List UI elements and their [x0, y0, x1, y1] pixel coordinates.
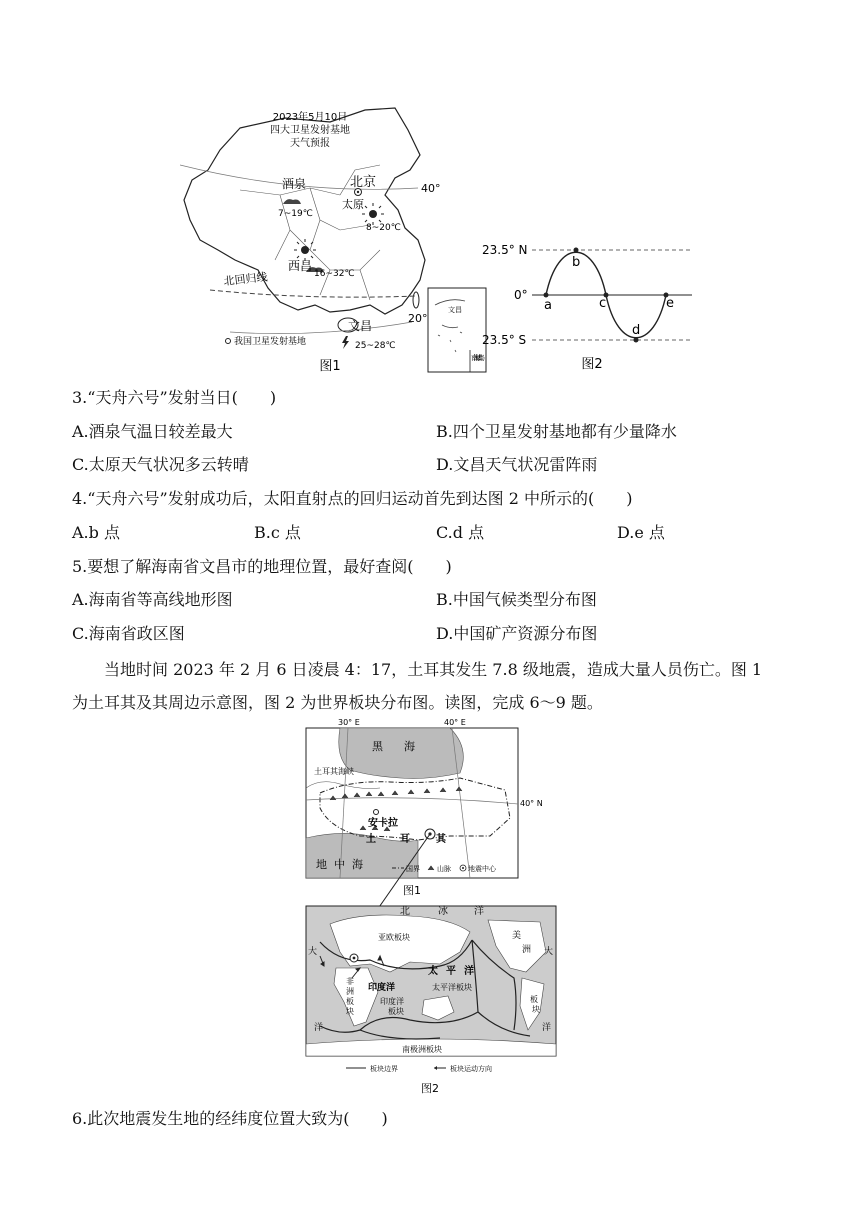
arctic-char-2: 冰	[438, 906, 448, 917]
legend-plate-boundary: 板块边界	[370, 1065, 398, 1073]
q5-option-d[interactable]: D.中国矿产资源分布图	[436, 624, 598, 643]
strait-label: 土耳其海峡	[314, 767, 354, 776]
intro-paragraph	[72, 655, 788, 685]
q3-option-c[interactable]: C.太原天气状况多云转晴	[72, 455, 249, 474]
legend-epicenter: 地震中心	[468, 865, 496, 873]
plate-word-2: 块	[532, 1005, 540, 1014]
map-title-line3: 天气预报	[290, 138, 330, 149]
legend-launch-base: 我国卫星发射基地	[234, 337, 307, 347]
pacific-char-3: 洋	[464, 966, 474, 977]
african-char-4: 块	[346, 1007, 354, 1016]
black-sea-char-1: 黑	[372, 740, 383, 753]
point-label-e: e	[666, 296, 674, 311]
america-char-2: 洲	[522, 945, 532, 955]
left-char-1: 大	[308, 947, 318, 957]
world-plates-map	[300, 902, 560, 1100]
right-char-1: 大	[544, 947, 554, 957]
black-sea	[339, 728, 464, 778]
map-title-line2: 四大卫星发射基地	[270, 125, 350, 136]
turkey-char-2: 耳	[400, 834, 410, 845]
city-beijing: 北京	[350, 175, 377, 190]
med-char-3: 海	[352, 858, 363, 871]
ankara-label: 安卡拉	[368, 818, 398, 829]
legend-plate-direction: 板块运动方向	[450, 1065, 492, 1073]
temp-taiyuan: 8~20℃	[366, 223, 401, 233]
temp-jiuquan: 7~19℃	[278, 209, 313, 219]
intro-line-1: 当地时间 2023 年 2 月 6 日凌晨 4：17，土耳其发生 7.8 级地震，造成大量人员伤亡。图 1	[104, 660, 763, 679]
q3-option-d[interactable]: D.文昌天气状况雷阵雨	[436, 455, 598, 474]
figure1-caption: 图1	[319, 359, 341, 374]
tropic-label: 北回归线	[222, 270, 269, 288]
pacific-plate-label: 太平洋板块	[432, 983, 472, 992]
figure2-caption: 图2	[581, 357, 603, 372]
q3-option-a[interactable]: A.酒泉气温日较差最大	[72, 422, 233, 441]
turkey-char-1: 土	[366, 834, 376, 845]
capital-marker	[374, 810, 379, 815]
legend-mountain: 山脉	[437, 865, 451, 873]
question-6-stem: 6.此次地震发生地的经纬度位置大致为( )	[72, 1109, 388, 1128]
pacific-char-1: 太	[428, 966, 438, 977]
lat-40n-label: 40° N	[520, 799, 543, 808]
black-sea-char-2: 海	[404, 740, 415, 753]
med-char-2: 中	[334, 858, 345, 871]
q5-option-b[interactable]: B.中国气候类型分布图	[436, 590, 597, 609]
q4-option-a[interactable]: A.b 点	[72, 523, 120, 542]
point-label-d: d	[632, 323, 641, 338]
label-zero: 0°	[514, 288, 528, 302]
temp-xichang: 16~32℃	[314, 269, 355, 279]
south-china-sea-inset	[428, 288, 486, 372]
legend-border: 国界	[406, 865, 420, 873]
q4-option-d[interactable]: D.e 点	[617, 523, 665, 542]
lat-20-label: 20°	[408, 312, 428, 325]
q3-option-b[interactable]: B.四个卫星发射基地都有少量降水	[436, 422, 677, 441]
question-4-stem: 4.“天舟六号”发射成功后，太阳直射点的回归运动首先到达图 2 中所示的( )	[72, 489, 633, 508]
pacific-char-2: 平	[446, 966, 456, 977]
point-d	[634, 338, 639, 343]
temp-wenchang: 25~28℃	[355, 341, 396, 351]
point-label-a: a	[544, 298, 552, 313]
turkey-char-3: 其	[436, 834, 446, 845]
thunder-icon	[342, 336, 349, 349]
antarctic-plate-label: 南极洲板块	[402, 1045, 442, 1054]
sun-direct-point-chart	[480, 238, 695, 373]
launch-base-legend-icon	[226, 339, 231, 344]
turkey-map-caption: 图1	[403, 884, 421, 897]
point-label-b: b	[572, 255, 581, 270]
intro-line-2: 为土耳其及其周边示意图，图 2 为世界板块分布图。读图，完成 6～9 题。	[72, 693, 603, 712]
plates-map-caption: 图2	[421, 1082, 439, 1095]
african-char-1: 非	[346, 977, 354, 986]
eurasian-plate-label: 亚欧板块	[378, 933, 410, 942]
america-char-1: 美	[512, 931, 522, 941]
city-jiuquan: 酒泉	[282, 177, 307, 191]
indian-ocean-label: 印度洋	[368, 983, 396, 993]
map-title-line1: 2023年5月10日	[272, 112, 348, 123]
point-label-c: c	[599, 296, 607, 311]
latitude-20-line	[230, 322, 412, 334]
right-char-2: 洋	[542, 1023, 552, 1033]
question-5-stem: 5.要想了解海南省文昌市的地理位置，最好查阅( )	[72, 557, 452, 576]
lat-40-label: 40°	[421, 182, 441, 195]
arctic-char-1: 北	[400, 906, 410, 917]
china-weather-map	[180, 100, 490, 375]
african-char-2: 洲	[346, 987, 354, 996]
african-char-3: 板	[346, 997, 354, 1006]
q5-option-a[interactable]: A.海南省等高线地形图	[72, 590, 233, 609]
q5-option-c[interactable]: C.海南省政区图	[72, 624, 185, 643]
point-a	[544, 293, 549, 298]
label-23n: 23.5° N	[482, 243, 528, 257]
left-char-2: 洋	[314, 1023, 324, 1033]
city-wenchang: 文昌	[348, 319, 373, 333]
svg-text:文昌: 文昌	[448, 306, 462, 314]
indo-plate-label-2: 板块	[388, 1007, 404, 1016]
q4-option-c[interactable]: C.d 点	[436, 523, 485, 542]
city-xichang: 西昌	[288, 259, 313, 273]
svg-text:南海诸岛: 南海诸岛	[471, 354, 485, 362]
plate-word-1: 板	[530, 995, 538, 1004]
city-taiyuan: 太原	[342, 198, 364, 211]
question-3-stem: 3.“天舟六号”发射当日( )	[72, 388, 277, 407]
arctic-char-3: 洋	[474, 906, 484, 917]
point-b	[574, 248, 579, 253]
lon-30-label: 30° E	[338, 718, 360, 727]
q4-option-b[interactable]: B.c 点	[254, 523, 301, 542]
indo-plate-label-1: 印度洋	[380, 997, 404, 1006]
lon-40-label: 40° E	[444, 718, 466, 727]
label-23s: 23.5° S	[482, 333, 527, 347]
med-char-1: 地	[316, 858, 327, 871]
